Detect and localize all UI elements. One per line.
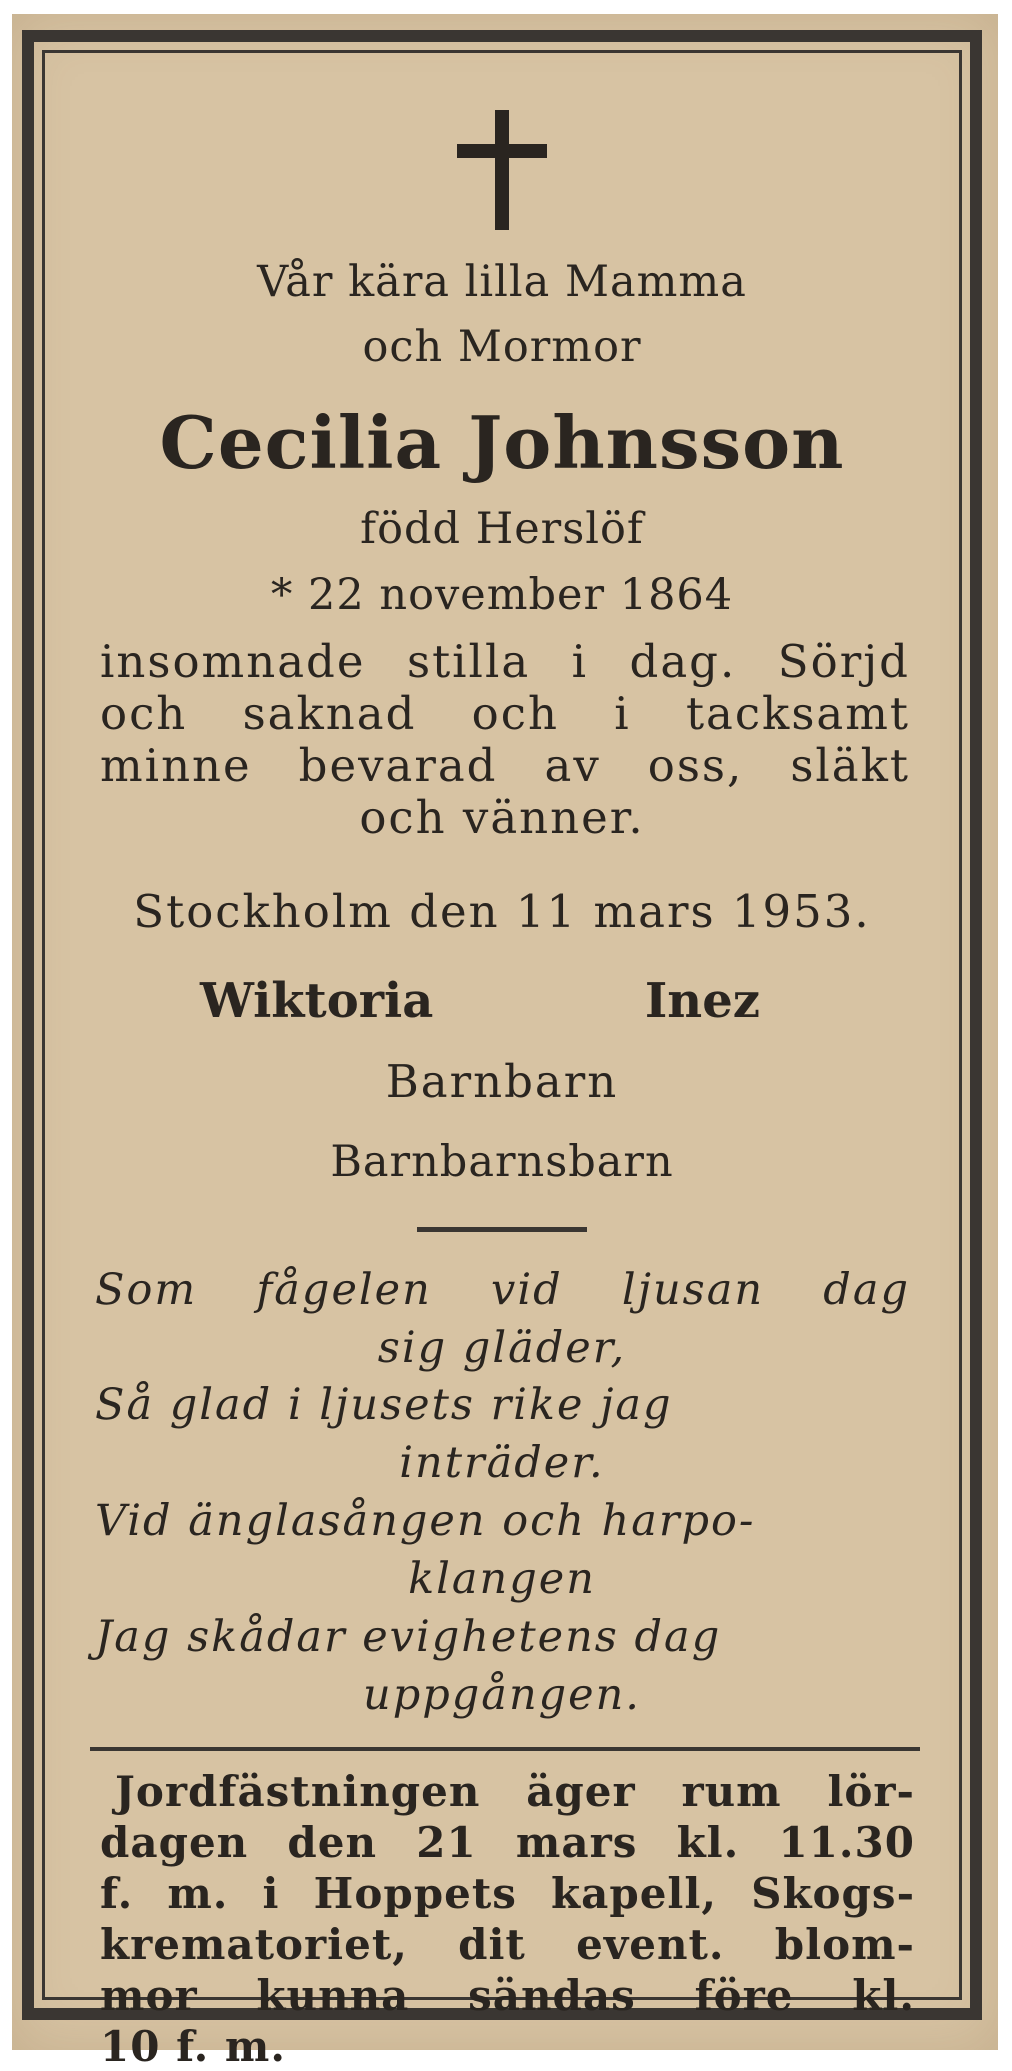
poem-line: Vid änglasången och harpo-: [95, 1496, 756, 1546]
great-grandchildren: Barnbarnsbarn: [330, 1137, 674, 1187]
notice-text-line: och vänner.: [359, 791, 645, 844]
mourner-right: Inez: [644, 973, 760, 1029]
poem-line: Som fågelen vid ljusan dag: [95, 1265, 910, 1315]
notice-text-line: insomnade stilla i dag. Sörjd: [100, 635, 910, 688]
poem-line: klangen: [408, 1554, 596, 1604]
funeral-line: f. m. i Hoppets kapell, Skogs-: [100, 1869, 915, 1918]
birth-date: * 22 november 1864: [270, 570, 734, 620]
cross-icon: [457, 110, 547, 230]
poem-line: inträder.: [399, 1438, 605, 1488]
intro-line-2: och Mormor: [362, 322, 642, 372]
poem-line: Så glad i ljusets rike jag: [95, 1380, 673, 1430]
mourners-row: [200, 973, 760, 1029]
poem-line: Jag skådar evighetens dag: [95, 1612, 722, 1662]
poem-line: sig gläder,: [377, 1323, 627, 1373]
deceased-name: Cecilia Johnsson: [159, 400, 845, 485]
funeral-line: mor kunna sändas före kl.: [100, 1971, 915, 2020]
born-name: född Herslöf: [360, 504, 644, 554]
funeral-line: krematoriet, dit event. blom-: [100, 1920, 915, 1969]
notice-text-line: och saknad och i tacksamt: [100, 687, 910, 740]
notice-text-line: minne bevarad av oss, släkt: [100, 739, 910, 792]
separator-long: [90, 1747, 920, 1751]
intro-line-1: Vår kära lilla Mamma: [257, 257, 747, 307]
funeral-line: dagen den 21 mars kl. 11.30: [100, 1818, 915, 1867]
separator-short: [417, 1227, 587, 1232]
funeral-line: 10 f. m.: [100, 2022, 286, 2071]
funeral-line: Jordfästningen äger rum lör-: [115, 1767, 915, 1816]
mourner-left: Wiktoria: [200, 973, 434, 1029]
place-date: Stockholm den 11 mars 1953.: [133, 885, 871, 938]
poem-line: uppgången.: [363, 1670, 641, 1720]
grandchildren: Barnbarn: [385, 1055, 619, 1108]
obituary-content: [60, 55, 944, 2071]
